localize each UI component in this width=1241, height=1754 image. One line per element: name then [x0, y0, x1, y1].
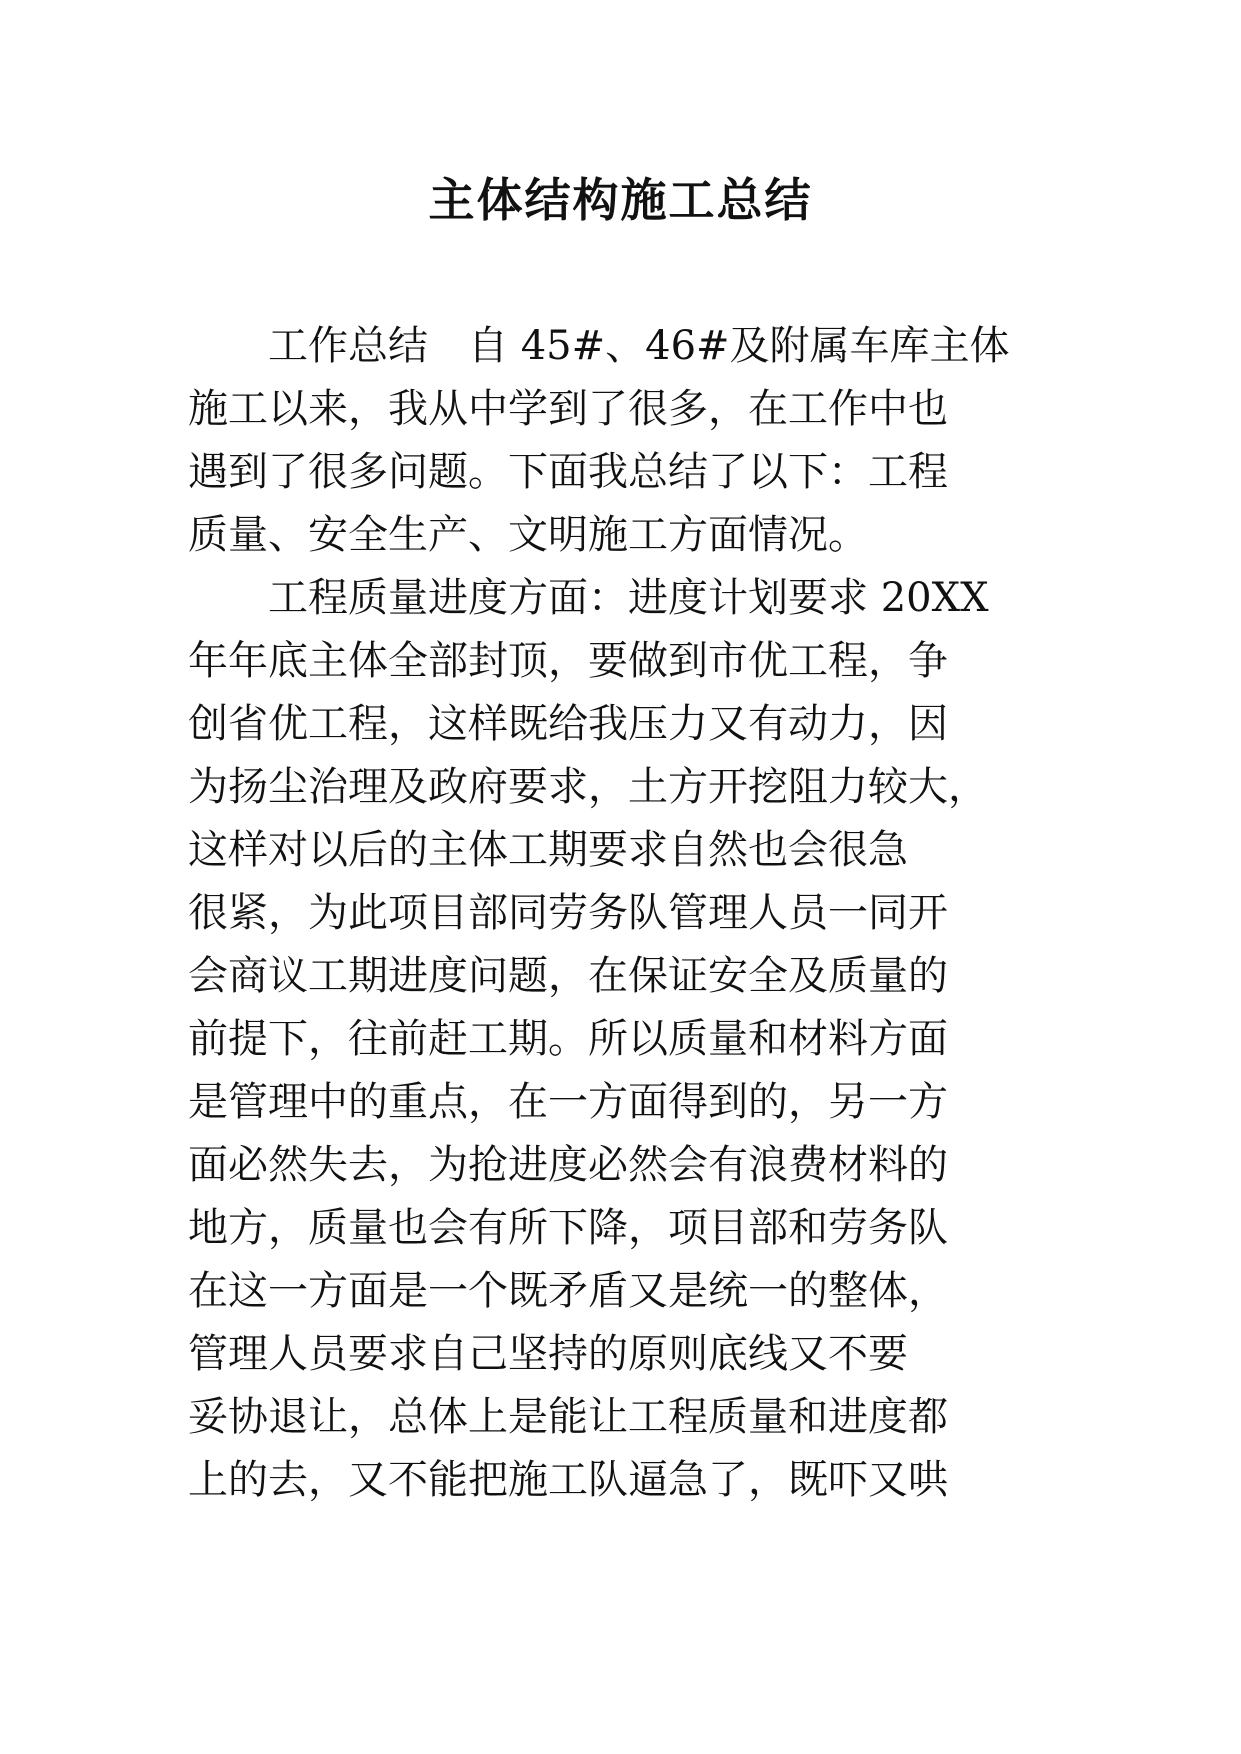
- document-title: 主体结构施工总结: [428, 173, 813, 227]
- body-line: 施工以来，我从中学到了很多，在工作中也: [188, 386, 948, 432]
- body-line: 上的去，又不能把施工队逼急了，既吓又哄: [188, 1457, 948, 1503]
- body-line: 很紧，为此项目部同劳务队管理人员一同开: [188, 890, 948, 936]
- body-line: 这样对以后的主体工期要求自然也会很急: [188, 827, 908, 873]
- body-line: 地方，质量也会有所下降，项目部和劳务队: [188, 1205, 948, 1251]
- body-line: 面必然失去，为抢进度必然会有浪费材料的: [188, 1142, 948, 1188]
- document-body: [188, 315, 1088, 1512]
- body-line: 为扬尘治理及政府要求，土方开挖阻力较大，: [188, 764, 988, 810]
- body-line: 工程质量进度方面：进度计划要求 20XX: [188, 575, 989, 621]
- body-line: 前提下，往前赶工期。所以质量和材料方面: [188, 1016, 948, 1062]
- body-line: 年年底主体全部封顶，要做到市优工程，争: [188, 638, 948, 684]
- body-line: 是管理中的重点，在一方面得到的，另一方: [188, 1079, 948, 1125]
- body-line: 管理人员要求自己坚持的原则底线又不要: [188, 1331, 908, 1377]
- body-line: 工作总结 自 45#、46#及附属车库主体: [188, 323, 1010, 369]
- body-line: 质量、安全生产、文明施工方面情况。: [188, 512, 868, 558]
- body-line: 在这一方面是一个既矛盾又是统一的整体，: [188, 1268, 948, 1314]
- body-line: 遇到了很多问题。下面我总结了以下：工程: [188, 449, 948, 495]
- body-line: 会商议工期进度问题，在保证安全及质量的: [188, 953, 948, 999]
- body-line: 妥协退让，总体上是能让工程质量和进度都: [188, 1394, 948, 1440]
- body-line: 创省优工程，这样既给我压力又有动力，因: [188, 701, 948, 747]
